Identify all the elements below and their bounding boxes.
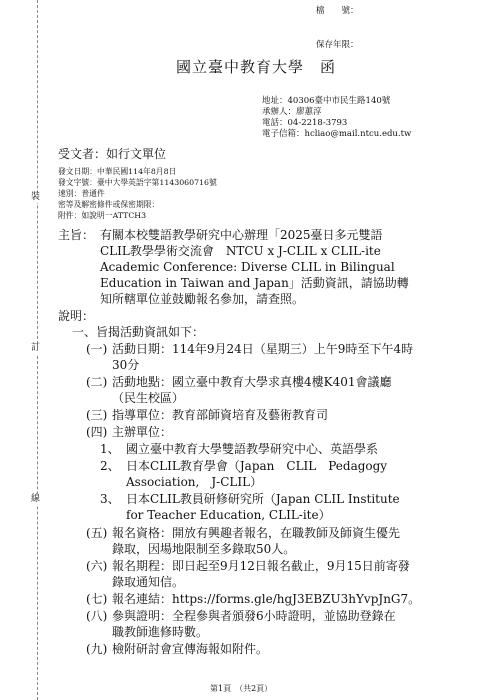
item-2-line-2: （民生校區） — [112, 391, 185, 405]
page-title: 國立臺中教育大學 函 — [176, 58, 337, 76]
doc-number: 發文字號：臺中大學英語字第1143060716號 — [58, 178, 217, 187]
organizer-2-line-2: Association, J-CLIL） — [126, 475, 263, 489]
recipient: 受文者：如行文單位 — [58, 147, 167, 161]
item-7-line-1: 報名連結：https://forms.gle/hgJ3EBZU3hYvpJnG7。 — [112, 592, 421, 606]
sender-phone: 電話：04-2218-3793 — [262, 118, 348, 128]
organizer-3-num: 3、 — [100, 492, 120, 506]
item-8-line-2: 職教師進修時數。 — [112, 625, 209, 639]
binding-char-ding: 訂 — [31, 343, 41, 353]
item-5-line-1: 報名資格：開放有興趣者報名，在職教師及師資生優先 — [112, 526, 401, 540]
organizer-1-num: 1、 — [100, 442, 120, 456]
subject-label: 主旨： — [58, 228, 95, 242]
item-1-line-1: 活動日期：114年9月24日（星期三）上午9時至下午4時 — [112, 342, 414, 356]
subject-line-4: Education in Taiwan and Japan」活動資訊，請協助轉 — [100, 276, 409, 290]
subject-line-1: 有關本校雙語教學研究中心辦理「2025臺日多元雙語 — [100, 228, 383, 242]
item-6-line-2: 錄取通知信。 — [112, 575, 185, 589]
item-9-num: (九) — [86, 642, 108, 656]
organizer-1-line-1: 國立臺中教育大學雙語教學研究中心、英語學系 — [126, 442, 379, 456]
retention-label: 保存年限： — [316, 40, 359, 50]
item-9-line-1: 檢附研討會宣傳海報如附件。 — [112, 642, 269, 656]
sender-email: 電子信箱：hcliao@mail.ntcu.edu.tw — [262, 129, 412, 139]
subject-line-5: 知所轄單位並鼓勵報名參加，請查照。 — [100, 292, 305, 306]
item-2-line-1: 活動地點：國立臺中教育大學求真樓4樓K401會議廳 — [112, 375, 392, 389]
subject-line-2: CLIL教學學術交流會 NTCU x J-CLIL x CLIL-ite — [100, 244, 381, 258]
item-7-num: (七) — [86, 592, 108, 606]
organizer-3-line-2: for Teacher Education, CLIL-ite） — [126, 508, 331, 522]
item-4-num: (四) — [86, 425, 108, 439]
doc-attachment: 附件：如說明一ATTCH3 — [58, 211, 147, 220]
item-1-num: (一) — [86, 342, 108, 356]
organizer-2-num: 2、 — [100, 459, 120, 473]
item-5-num: (五) — [86, 526, 108, 540]
file-no-label: 檔 號： — [316, 6, 359, 16]
item-1-line-2: 30分 — [112, 358, 140, 372]
sender-contact: 承辦人：廖蕙淳 — [262, 107, 322, 117]
explanation-section-1: 一、旨揭活動資訊如下： — [72, 325, 205, 339]
subject-line-3: Academic Conference: Diverse CLIL in Bilingual — [100, 260, 395, 274]
doc-date: 發文日期：中華民國114年8月8日 — [58, 167, 177, 176]
organizer-2-line-1: 日本CLIL教育學會（Japan CLIL Pedagogy — [126, 459, 388, 473]
item-8-num: (八) — [86, 609, 108, 623]
item-6-line-1: 報名期程：即日起至9月12日報名截止，9月15日前寄發 — [112, 559, 410, 573]
item-8-line-1: 參與證明：全程參與者頒發6小時證明，並協助登錄在 — [112, 609, 396, 623]
binding-char-zhuang: 裝 — [31, 192, 41, 202]
organizer-3-line-1: 日本CLIL教員研修研究所（Japan CLIL Institute — [126, 492, 400, 506]
item-3-line-1: 指導單位：教育部師資培育及藝術教育司 — [112, 408, 329, 422]
binding-char-xian: 線 — [31, 494, 41, 504]
item-3-num: (三) — [86, 408, 108, 422]
item-2-num: (二) — [86, 375, 108, 389]
item-6-num: (六) — [86, 559, 108, 573]
doc-speed: 速別：普通件 — [58, 189, 105, 198]
item-4-line-1: 主辦單位： — [112, 425, 173, 439]
item-5-line-2: 錄取，因場地限制至多錄取50人。 — [112, 542, 296, 556]
doc-secrecy: 密等及解密條件或保密期限： — [58, 200, 160, 209]
explanation-label: 說明： — [58, 309, 95, 323]
sender-address: 地址：40306臺中市民生路140號 — [262, 96, 391, 106]
page-footer: 第1頁 （共2頁） — [210, 684, 273, 693]
